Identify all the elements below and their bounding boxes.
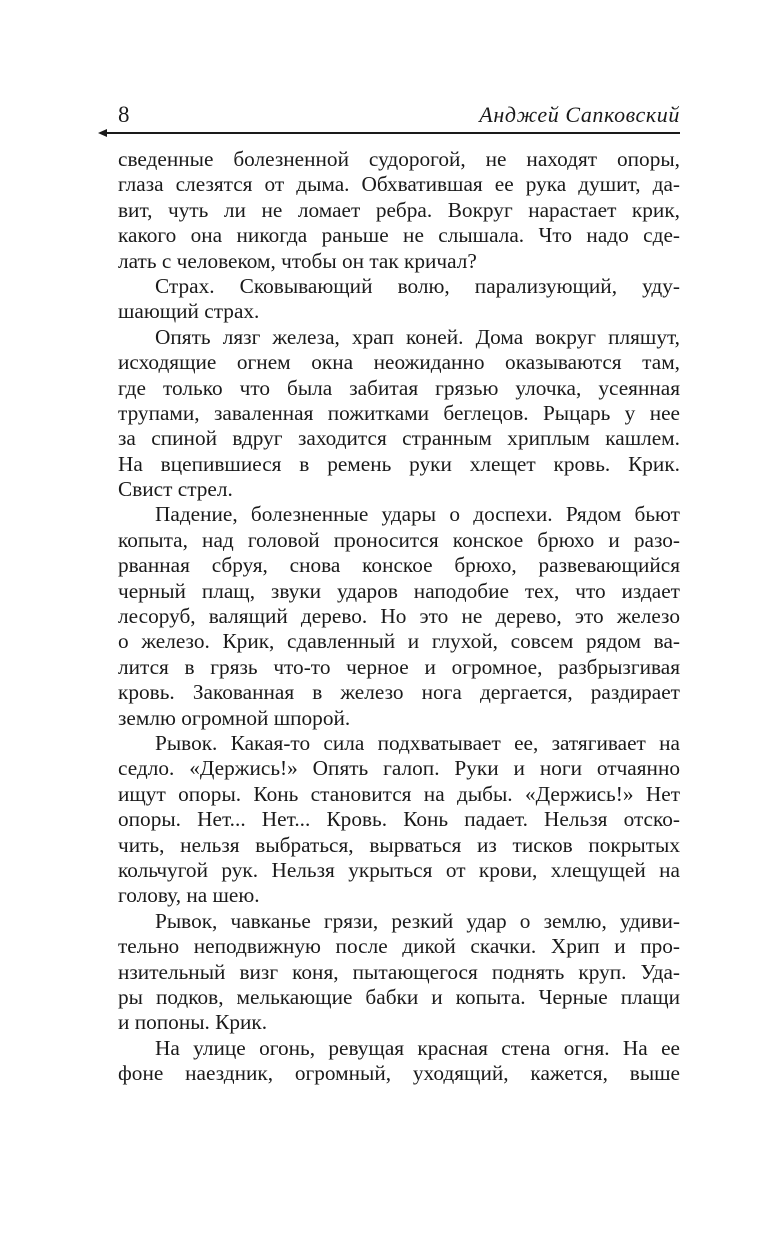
text-line: исходящие огнем окна неожиданно оказываются там, bbox=[118, 350, 680, 375]
page-number: 8 bbox=[118, 102, 130, 127]
text-line: нзительный визг коня, пытающегося поднять круп. Уда- bbox=[118, 959, 680, 984]
paragraph-first-line: Рывок. Какая-то сила подхватывает ее, затягивает на bbox=[155, 730, 680, 755]
text-line: фоне наездник, огромный, уходящий, кажется, выше bbox=[118, 1061, 680, 1086]
text-line: ищут опоры. Конь становится на дыбы. «Держись!» Нет bbox=[118, 781, 680, 806]
text-line: чить, нельзя выбраться, вырваться из тисков покрытых bbox=[118, 832, 680, 857]
text-line: трупами, заваленная пожитками беглецов. Рыцарь у нее bbox=[118, 400, 680, 425]
text-line: лесоруб, валящий дерево. Но это не дерево, это железо bbox=[118, 604, 680, 629]
text-line: глаза слезятся от дыма. Обхватившая ее рука душит, да- bbox=[118, 172, 680, 197]
text-line: какого она никогда раньше не слышала. Что надо сде- bbox=[118, 223, 680, 248]
text-line: седло. «Держись!» Опять галоп. Руки и ноги отчаянно bbox=[118, 756, 680, 781]
text-line: кровь. Закованная в железо нога дергается, раздирает bbox=[118, 680, 680, 705]
text-line: где только что была забитая грязью улочка, усеянная bbox=[118, 375, 680, 400]
running-head-author: Анджей Сапковский bbox=[479, 102, 680, 127]
text-line: сведенные болезненной судорогой, не находят опоры, bbox=[118, 147, 680, 171]
text-line: копыта, над головой проносится конское брюхо и разо- bbox=[118, 527, 680, 552]
body-text bbox=[118, 147, 680, 1086]
running-head bbox=[118, 101, 680, 129]
paragraph-first-line: Страх. Сковывающий волю, парализующий, уду- bbox=[155, 273, 680, 298]
text-line: опоры. Нет... Нет... Кровь. Конь падает. Нельзя отско- bbox=[118, 807, 680, 832]
text-line: тельно неподвижную после дикой скачки. Хрип и про- bbox=[118, 934, 680, 959]
text-line: вит, чуть ли не ломает ребра. Вокруг нарастает крик, bbox=[118, 197, 680, 222]
text-line: На вцепившиеся в ремень руки хлещет кровь. Крик. bbox=[118, 451, 680, 476]
text-line: лится в грязь что-то черное и огромное, разбрызгивая bbox=[118, 654, 680, 679]
text-line: за спиной вдруг заходится странным хриплым кашлем. bbox=[118, 426, 680, 451]
text-line: лать с человеком, чтобы он так кричал? bbox=[118, 248, 477, 273]
text-line: черный плащ, звуки ударов наподобие тех, что издает bbox=[118, 578, 680, 603]
text-line: кольчугой рук. Нельзя укрыться от крови, хлещущей на bbox=[118, 857, 680, 882]
paragraph-first-line: На улице огонь, ревущая красная стена огня. На ее bbox=[155, 1035, 680, 1060]
text-line: землю огромной шпорой. bbox=[118, 705, 351, 730]
text-line: ры подков, мелькающие бабки и копыта. Черные плащи bbox=[118, 984, 680, 1009]
paragraph-first-line: Рывок, чавканье грязи, резкий удар о землю, удиви- bbox=[155, 908, 680, 933]
text-line: Свист стрел. bbox=[118, 477, 233, 502]
text-line: шающий страх. bbox=[118, 299, 260, 324]
paragraph-first-line: Опять лязг железа, храп коней. Дома вокруг пляшут, bbox=[155, 324, 680, 349]
paragraph-first-line: Падение, болезненные удары о доспехи. Рядом бьют bbox=[155, 502, 680, 527]
text-line: рванная сбруя, снова конское брюхо, развевающийся bbox=[118, 553, 680, 578]
text-line: о железо. Крик, сдавленный и глухой, совсем рядом ва- bbox=[118, 629, 680, 654]
text-line: голову, на шею. bbox=[118, 883, 260, 908]
text-line: и попоны. Крик. bbox=[118, 1010, 268, 1035]
header-rule bbox=[104, 132, 680, 134]
